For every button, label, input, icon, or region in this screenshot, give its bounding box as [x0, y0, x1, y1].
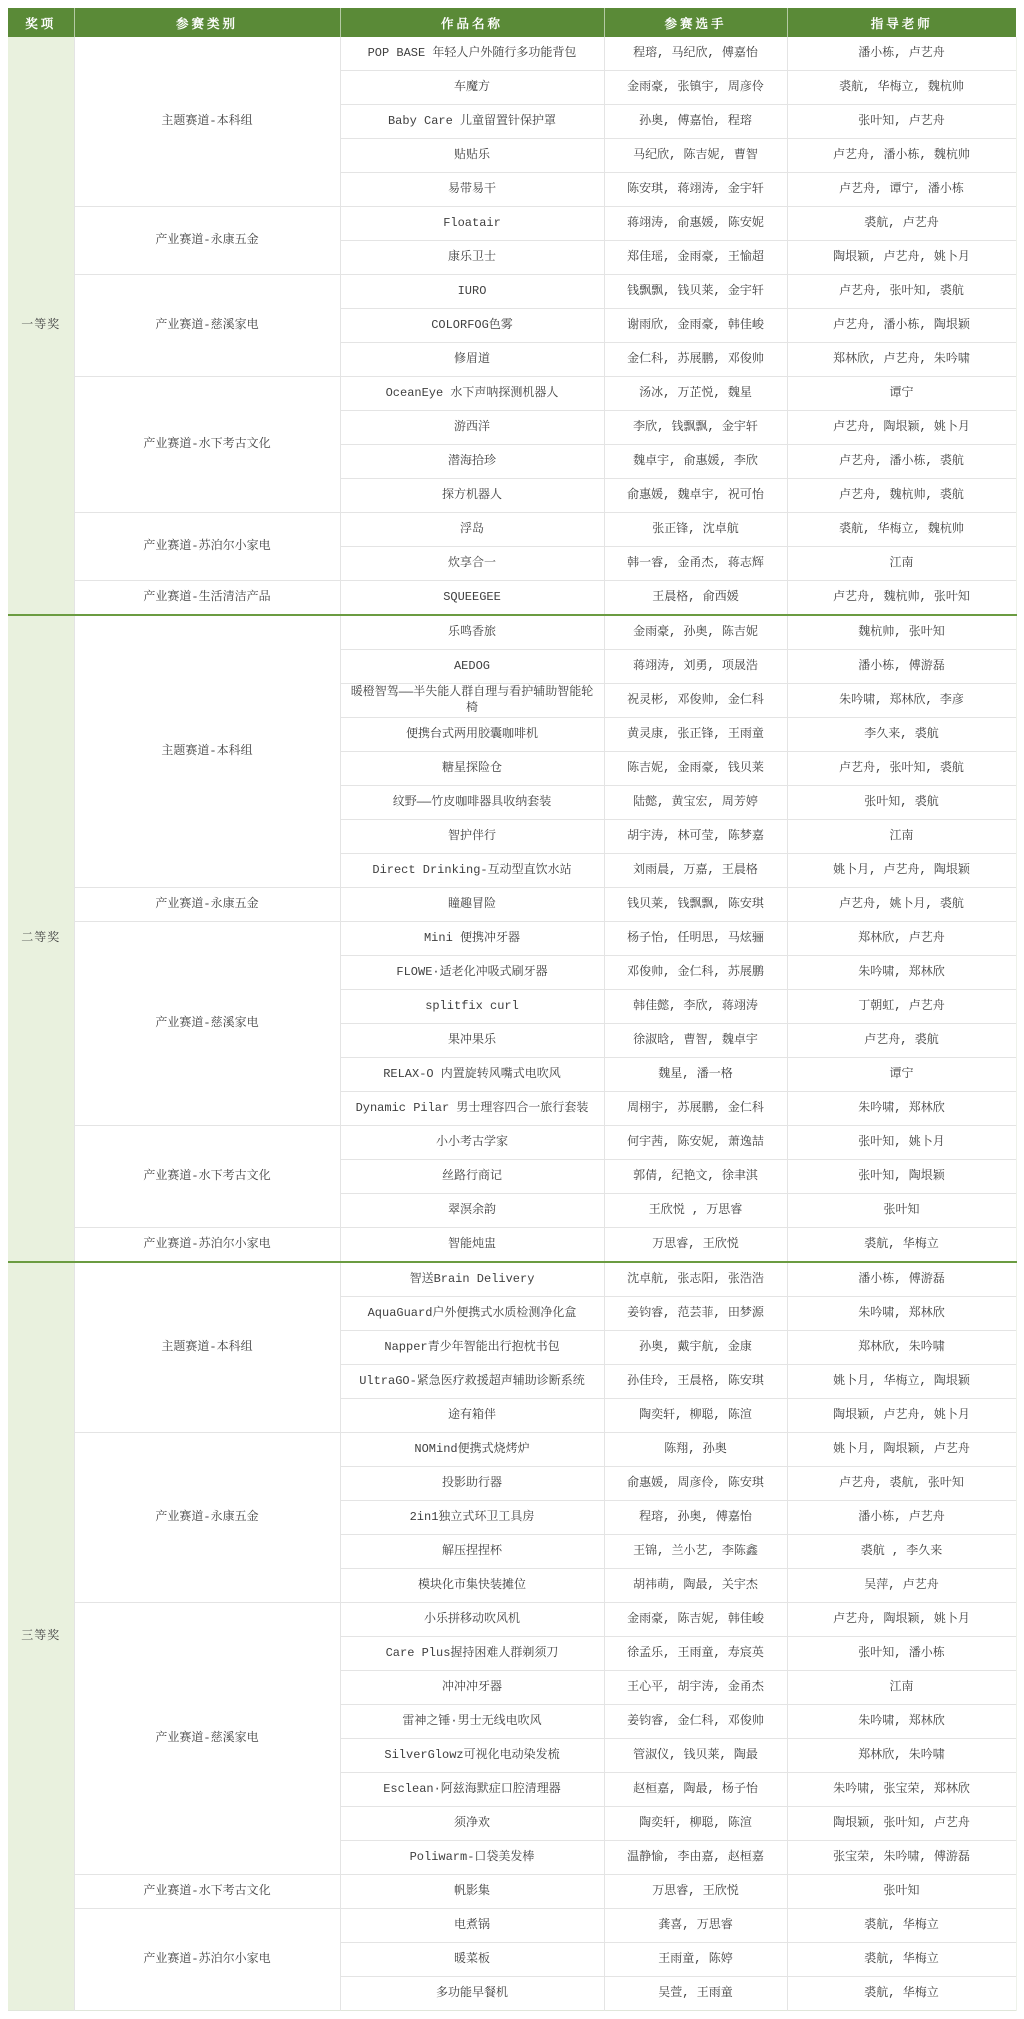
table-row	[8, 377, 1016, 411]
advisors-cell: 卢艺舟, 裘航, 张叶知	[787, 1467, 1016, 1501]
work-name-cell: 解压捏捏杯	[340, 1535, 604, 1569]
work-name-cell: Floatair	[340, 207, 604, 241]
contestants-cell: 徐孟乐, 王雨童, 寿宸英	[604, 1637, 787, 1671]
contestants-cell: 金雨豪, 张镇宇, 周彦伶	[604, 71, 787, 105]
contestants-cell: 孙奥, 傅嘉怡, 程瑢	[604, 105, 787, 139]
category-cell: 产业赛道-苏泊尔小家电	[74, 513, 340, 581]
table-row	[8, 1262, 1016, 1297]
work-name-cell: 康乐卫士	[340, 241, 604, 275]
contestants-cell: 俞惠媛, 周彦伶, 陈安琪	[604, 1467, 787, 1501]
contestants-cell: 李欣, 钱飘飘, 金宇轩	[604, 411, 787, 445]
work-name-cell: 雷神之锤·男士无线电吹风	[340, 1705, 604, 1739]
advisors-cell: 朱吟啸, 郑林欣	[787, 1092, 1016, 1126]
work-name-cell: AEDOG	[340, 650, 604, 684]
contestants-cell: 姜钧睿, 金仁科, 邓俊帅	[604, 1705, 787, 1739]
work-name-cell: splitfix curl	[340, 990, 604, 1024]
contestants-cell: 陶奕轩, 柳聪, 陈渲	[604, 1399, 787, 1433]
advisors-cell: 郑林欣, 朱吟啸	[787, 1739, 1016, 1773]
advisors-cell: 裘航, 卢艺舟	[787, 207, 1016, 241]
contestants-cell: 金雨豪, 孙奥, 陈吉妮	[604, 615, 787, 650]
work-name-cell: NOMind便携式烧烤炉	[340, 1433, 604, 1467]
advisors-cell: 卢艺舟, 潘小栋, 陶垠颖	[787, 309, 1016, 343]
category-cell: 主题赛道-本科组	[74, 1262, 340, 1433]
work-name-cell: 多功能早餐机	[340, 1977, 604, 2011]
category-cell: 主题赛道-本科组	[74, 615, 340, 888]
contestants-cell: 刘雨晨, 万嘉, 王晨格	[604, 854, 787, 888]
category-cell: 产业赛道-生活清洁产品	[74, 581, 340, 616]
advisors-cell: 卢艺舟, 潘小栋, 魏杭帅	[787, 139, 1016, 173]
work-name-cell: 便携台式两用胶囊咖啡机	[340, 718, 604, 752]
work-name-cell: 乐鸣香旅	[340, 615, 604, 650]
work-name-cell: Mini 便携冲牙器	[340, 922, 604, 956]
advisors-cell: 裘航, 华梅立	[787, 1977, 1016, 2011]
contestants-cell: 徐淑晗, 曹智, 魏卓宇	[604, 1024, 787, 1058]
advisors-cell: 姚卜月, 卢艺舟, 陶垠颖	[787, 854, 1016, 888]
contestants-cell: 胡祎萌, 陶最, 关宇杰	[604, 1569, 787, 1603]
work-name-cell: RELAX-O 内置旋转风嘴式电吹风	[340, 1058, 604, 1092]
advisors-cell: 张叶知, 裘航	[787, 786, 1016, 820]
work-name-cell: 探方机器人	[340, 479, 604, 513]
table-row	[8, 37, 1016, 71]
category-cell: 产业赛道-水下考古文化	[74, 1126, 340, 1228]
work-name-cell: 浮岛	[340, 513, 604, 547]
awards-table	[8, 8, 1017, 2011]
table-row	[8, 513, 1016, 547]
work-name-cell: Dynamic Pilar 男士理容四合一旅行套装	[340, 1092, 604, 1126]
work-name-cell: 智送Brain Delivery	[340, 1262, 604, 1297]
advisors-cell: 潘小栋, 傅游磊	[787, 650, 1016, 684]
contestants-cell: 韩佳懿, 李欣, 蒋翊涛	[604, 990, 787, 1024]
advisors-cell: 谭宁	[787, 377, 1016, 411]
contestants-cell: 程瑢, 马纪欣, 傅嘉怡	[604, 37, 787, 71]
advisors-cell: 郑林欣, 卢艺舟, 朱吟啸	[787, 343, 1016, 377]
advisors-cell: 卢艺舟, 潘小栋, 裘航	[787, 445, 1016, 479]
work-name-cell: 易带易干	[340, 173, 604, 207]
advisors-cell: 朱吟啸, 张宝荣, 郑林欣	[787, 1773, 1016, 1807]
work-name-cell: 修眉道	[340, 343, 604, 377]
advisors-cell: 朱吟啸, 郑林欣, 李彦	[787, 684, 1016, 718]
header-row	[8, 8, 1016, 37]
contestants-cell: 汤冰, 万芷悦, 魏星	[604, 377, 787, 411]
advisors-cell: 卢艺舟, 魏杭帅, 裘航	[787, 479, 1016, 513]
work-name-cell: AquaGuard户外便携式水质检测净化盒	[340, 1297, 604, 1331]
contestants-cell: 马纪欣, 陈吉妮, 曹智	[604, 139, 787, 173]
category-cell: 产业赛道-苏泊尔小家电	[74, 1228, 340, 1263]
category-cell: 产业赛道-慈溪家电	[74, 922, 340, 1126]
work-name-cell: 小乐拼移动吹风机	[340, 1603, 604, 1637]
advisors-cell: 张叶知	[787, 1194, 1016, 1228]
advisors-cell: 裘航, 华梅立, 魏杭帅	[787, 71, 1016, 105]
advisors-cell: 江南	[787, 547, 1016, 581]
contestants-cell: 王晨格, 俞西媛	[604, 581, 787, 616]
contestants-cell: 姜钧睿, 范芸菲, 田梦源	[604, 1297, 787, 1331]
category-cell: 产业赛道-水下考古文化	[74, 377, 340, 513]
work-name-cell: 炊享合一	[340, 547, 604, 581]
contestants-cell: 黄灵康, 张正锋, 王雨童	[604, 718, 787, 752]
contestants-cell: 万思睿, 王欣悦	[604, 1875, 787, 1909]
table-row	[8, 1875, 1016, 1909]
category-cell: 产业赛道-水下考古文化	[74, 1875, 340, 1909]
contestants-cell: 王欣悦 , 万思睿	[604, 1194, 787, 1228]
work-name-cell: 2in1独立式环卫工具房	[340, 1501, 604, 1535]
work-name-cell: 冲冲冲牙器	[340, 1671, 604, 1705]
award-cell: 二等奖	[8, 615, 74, 1262]
column-header-work-name: 作品名称	[340, 8, 604, 37]
table-row	[8, 207, 1016, 241]
award-cell: 一等奖	[8, 37, 74, 615]
contestants-cell: 钱飘飘, 钱贝莱, 金宇轩	[604, 275, 787, 309]
contestants-cell: 王雨童, 陈婷	[604, 1943, 787, 1977]
category-cell: 产业赛道-慈溪家电	[74, 1603, 340, 1875]
advisors-cell: 卢艺舟, 魏杭帅, 张叶知	[787, 581, 1016, 616]
work-name-cell: 电煮锅	[340, 1909, 604, 1943]
work-name-cell: Napper青少年智能出行抱枕书包	[340, 1331, 604, 1365]
work-name-cell: 糖星探险仓	[340, 752, 604, 786]
work-name-cell: 贴贴乐	[340, 139, 604, 173]
contestants-cell: 程瑢, 孙奥, 傅嘉怡	[604, 1501, 787, 1535]
advisors-cell: 潘小栋, 卢艺舟	[787, 1501, 1016, 1535]
contestants-cell: 孙奥, 戴宇航, 金康	[604, 1331, 787, 1365]
contestants-cell: 俞惠媛, 魏卓宇, 祝可怡	[604, 479, 787, 513]
table-row	[8, 1126, 1016, 1160]
contestants-cell: 胡宇涛, 林可莹, 陈梦嘉	[604, 820, 787, 854]
contestants-cell: 杨子怡, 任明思, 马炫骊	[604, 922, 787, 956]
table-row	[8, 1433, 1016, 1467]
contestants-cell: 张正锋, 沈卓航	[604, 513, 787, 547]
award-cell: 三等奖	[8, 1262, 74, 2011]
work-name-cell: 游西洋	[340, 411, 604, 445]
advisors-cell: 姚卜月, 陶垠颖, 卢艺舟	[787, 1433, 1016, 1467]
advisors-cell: 张叶知	[787, 1875, 1016, 1909]
contestants-cell: 王锦, 兰小艺, 李陈鑫	[604, 1535, 787, 1569]
contestants-cell: 邓俊帅, 金仁科, 苏展鹏	[604, 956, 787, 990]
advisors-cell: 朱吟啸, 郑林欣	[787, 956, 1016, 990]
contestants-cell: 韩一睿, 金甬杰, 蒋志辉	[604, 547, 787, 581]
work-name-cell: 帆影集	[340, 1875, 604, 1909]
contestants-cell: 吴萱, 王雨童	[604, 1977, 787, 2011]
table-row	[8, 1228, 1016, 1263]
table-row	[8, 1909, 1016, 1943]
work-name-cell: 潜海拾珍	[340, 445, 604, 479]
work-name-cell: IURO	[340, 275, 604, 309]
work-name-cell: 翠溟余韵	[340, 1194, 604, 1228]
advisors-cell: 卢艺舟, 陶垠颖, 姚卜月	[787, 1603, 1016, 1637]
contestants-cell: 金雨豪, 陈吉妮, 韩佳峻	[604, 1603, 787, 1637]
advisors-cell: 张叶知, 姚卜月	[787, 1126, 1016, 1160]
work-name-cell: 须净欢	[340, 1807, 604, 1841]
work-name-cell: UltraGO-紧急医疗救援超声辅助诊断系统	[340, 1365, 604, 1399]
work-name-cell: POP BASE 年轻人户外随行多功能背包	[340, 37, 604, 71]
advisors-cell: 卢艺舟, 陶垠颖, 姚卜月	[787, 411, 1016, 445]
work-name-cell: Esclean·阿兹海默症口腔清理器	[340, 1773, 604, 1807]
work-name-cell: Care Plus握持困难人群剃须刀	[340, 1637, 604, 1671]
column-header-advisors: 指导老师	[787, 8, 1016, 37]
contestants-cell: 陈吉妮, 金雨豪, 钱贝莱	[604, 752, 787, 786]
contestants-cell: 陈安琪, 蒋翊涛, 金宇轩	[604, 173, 787, 207]
table-row	[8, 922, 1016, 956]
advisors-cell: 陶垠颖, 张叶知, 卢艺舟	[787, 1807, 1016, 1841]
contestants-cell: 钱贝莱, 钱飘飘, 陈安琪	[604, 888, 787, 922]
category-cell: 产业赛道-永康五金	[74, 888, 340, 922]
contestants-cell: 赵桓嘉, 陶最, 杨子怡	[604, 1773, 787, 1807]
work-name-cell: 途有箱伴	[340, 1399, 604, 1433]
table-row	[8, 1603, 1016, 1637]
advisors-cell: 潘小栋, 卢艺舟	[787, 37, 1016, 71]
contestants-cell: 金仁科, 苏展鹏, 邓俊帅	[604, 343, 787, 377]
advisors-cell: 江南	[787, 1671, 1016, 1705]
work-name-cell: 暖菜板	[340, 1943, 604, 1977]
contestants-cell: 管淑仪, 钱贝莱, 陶最	[604, 1739, 787, 1773]
contestants-cell: 周栩宇, 苏展鹏, 金仁科	[604, 1092, 787, 1126]
work-name-cell: 果冲果乐	[340, 1024, 604, 1058]
contestants-cell: 郭倩, 纪艳文, 徐聿淇	[604, 1160, 787, 1194]
advisors-cell: 裘航, 华梅立	[787, 1228, 1016, 1263]
advisors-cell: 卢艺舟, 裘航	[787, 1024, 1016, 1058]
contestants-cell: 孙佳玲, 王晨格, 陈安琪	[604, 1365, 787, 1399]
column-header-contestants: 参赛选手	[604, 8, 787, 37]
advisors-cell: 吴萍, 卢艺舟	[787, 1569, 1016, 1603]
category-cell: 产业赛道-永康五金	[74, 1433, 340, 1603]
advisors-cell: 裘航, 华梅立	[787, 1943, 1016, 1977]
work-name-cell: OceanEye 水下声呐探测机器人	[340, 377, 604, 411]
table-header	[8, 8, 1016, 37]
contestants-cell: 祝灵彬, 邓俊帅, 金仁科	[604, 684, 787, 718]
advisors-cell: 潘小栋, 傅游磊	[787, 1262, 1016, 1297]
advisors-cell: 裘航, 华梅立, 魏杭帅	[787, 513, 1016, 547]
advisors-cell: 张叶知, 陶垠颖	[787, 1160, 1016, 1194]
contestants-cell: 陆懿, 黄宝宏, 周芳婷	[604, 786, 787, 820]
advisors-cell: 卢艺舟, 张叶知, 裘航	[787, 752, 1016, 786]
advisors-cell: 张宝荣, 朱吟啸, 傅游磊	[787, 1841, 1016, 1875]
category-cell: 产业赛道-永康五金	[74, 207, 340, 275]
work-name-cell: SilverGlowz可视化电动染发梳	[340, 1739, 604, 1773]
work-name-cell: Poliwarm-口袋美发棒	[340, 1841, 604, 1875]
advisors-cell: 张叶知, 卢艺舟	[787, 105, 1016, 139]
advisors-cell: 谭宁	[787, 1058, 1016, 1092]
advisors-cell: 陶垠颖, 卢艺舟, 姚卜月	[787, 1399, 1016, 1433]
category-cell: 产业赛道-苏泊尔小家电	[74, 1909, 340, 2011]
contestants-cell: 万思睿, 王欣悦	[604, 1228, 787, 1263]
category-cell: 产业赛道-慈溪家电	[74, 275, 340, 377]
contestants-cell: 蒋翊涛, 俞惠媛, 陈安妮	[604, 207, 787, 241]
contestants-cell: 陶奕轩, 柳聪, 陈渲	[604, 1807, 787, 1841]
advisors-cell: 李久来, 裘航	[787, 718, 1016, 752]
contestants-cell: 蒋翊涛, 刘勇, 项晟浩	[604, 650, 787, 684]
awards-table-body	[8, 37, 1016, 2011]
work-name-cell: 智护伴行	[340, 820, 604, 854]
contestants-cell: 沈卓航, 张志阳, 张浩浩	[604, 1262, 787, 1297]
advisors-cell: 江南	[787, 820, 1016, 854]
contestants-cell: 温静愉, 李由嘉, 赵桓嘉	[604, 1841, 787, 1875]
contestants-cell: 龚喜, 万思睿	[604, 1909, 787, 1943]
table-row	[8, 888, 1016, 922]
work-name-cell: FLOWE·适老化冲吸式刷牙器	[340, 956, 604, 990]
table-row	[8, 581, 1016, 616]
advisors-cell: 张叶知, 潘小栋	[787, 1637, 1016, 1671]
contestants-cell: 王心平, 胡宇涛, 金甬杰	[604, 1671, 787, 1705]
advisors-cell: 卢艺舟, 张叶知, 裘航	[787, 275, 1016, 309]
contestants-cell: 陈翔, 孙奥	[604, 1433, 787, 1467]
work-name-cell: Direct Drinking-互动型直饮水站	[340, 854, 604, 888]
column-header-award: 奖项	[8, 8, 74, 37]
work-name-cell: 车魔方	[340, 71, 604, 105]
table-row	[8, 615, 1016, 650]
work-name-cell: 暖橙智驾——半失能人群自理与看护辅助智能轮椅	[340, 684, 604, 718]
advisors-cell: 郑林欣, 卢艺舟	[787, 922, 1016, 956]
advisors-cell: 朱吟啸, 郑林欣	[787, 1705, 1016, 1739]
contestants-cell: 魏卓宇, 俞惠媛, 李欣	[604, 445, 787, 479]
work-name-cell: 瞳趣冒险	[340, 888, 604, 922]
contestants-cell: 何宇茜, 陈安妮, 萧逸喆	[604, 1126, 787, 1160]
work-name-cell: SQUEEGEE	[340, 581, 604, 616]
advisors-cell: 陶垠颖, 卢艺舟, 姚卜月	[787, 241, 1016, 275]
work-name-cell: 丝路行商记	[340, 1160, 604, 1194]
advisors-cell: 姚卜月, 华梅立, 陶垠颖	[787, 1365, 1016, 1399]
contestants-cell: 郑佳瑶, 金雨豪, 王愉超	[604, 241, 787, 275]
work-name-cell: COLORFOG色雾	[340, 309, 604, 343]
advisors-cell: 裘航 , 李久来	[787, 1535, 1016, 1569]
table-row	[8, 275, 1016, 309]
work-name-cell: 投影助行器	[340, 1467, 604, 1501]
work-name-cell: Baby Care 儿童留置针保护罩	[340, 105, 604, 139]
advisors-cell: 郑林欣, 朱吟啸	[787, 1331, 1016, 1365]
work-name-cell: 小小考古学家	[340, 1126, 604, 1160]
advisors-cell: 丁朝虹, 卢艺舟	[787, 990, 1016, 1024]
work-name-cell: 纹野——竹皮咖啡器具收纳套装	[340, 786, 604, 820]
advisors-cell: 朱吟啸, 郑林欣	[787, 1297, 1016, 1331]
contestants-cell: 魏星, 潘一格	[604, 1058, 787, 1092]
advisors-cell: 裘航, 华梅立	[787, 1909, 1016, 1943]
column-header-category: 参赛类别	[74, 8, 340, 37]
advisors-cell: 卢艺舟, 谭宁, 潘小栋	[787, 173, 1016, 207]
work-name-cell: 智能炖盅	[340, 1228, 604, 1263]
category-cell: 主题赛道-本科组	[74, 37, 340, 207]
advisors-cell: 卢艺舟, 姚卜月, 裘航	[787, 888, 1016, 922]
work-name-cell: 模块化市集快装摊位	[340, 1569, 604, 1603]
advisors-cell: 魏杭帅, 张叶知	[787, 615, 1016, 650]
contestants-cell: 谢雨欣, 金雨豪, 韩佳峻	[604, 309, 787, 343]
